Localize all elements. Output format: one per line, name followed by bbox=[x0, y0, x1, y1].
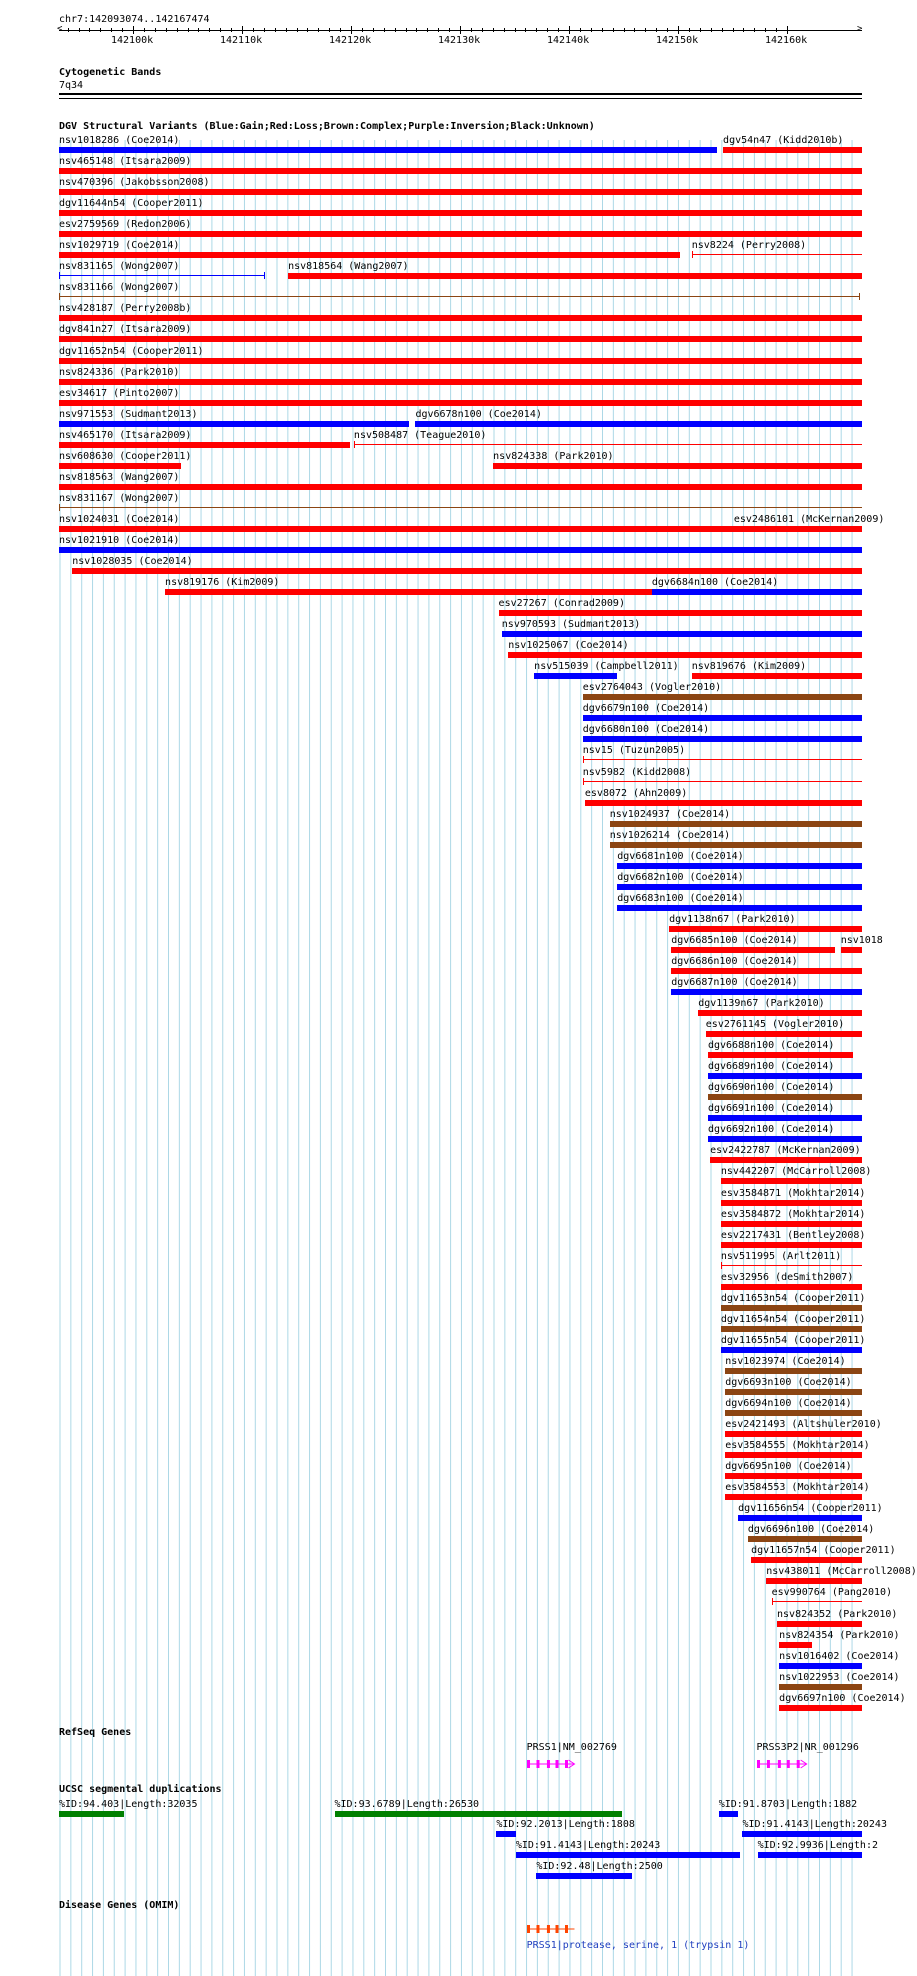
variant-bar[interactable] bbox=[721, 1347, 862, 1353]
ruler-minor-tick bbox=[471, 28, 472, 32]
variant-bar[interactable] bbox=[652, 589, 862, 595]
segdup-bar[interactable] bbox=[59, 1811, 124, 1817]
variant-label[interactable]: nsv1021910 (Coe2014) bbox=[59, 534, 180, 546]
variant-bar[interactable] bbox=[706, 1031, 862, 1037]
variant-label[interactable]: nsv511995 (Arlt2011) bbox=[720, 1250, 842, 1262]
variant-bar[interactable] bbox=[72, 568, 862, 574]
variant-label[interactable]: nsv15 (Tuzun2005) bbox=[582, 745, 686, 757]
ruler-minor-tick bbox=[602, 28, 603, 32]
variant-label[interactable]: nsv438011 (McCarroll2008) bbox=[766, 1566, 917, 1578]
segdup-label[interactable]: %ID:91.4143|Length:20243 bbox=[515, 1840, 661, 1851]
variant-bar[interactable] bbox=[671, 989, 862, 995]
ruler-minor-tick bbox=[111, 28, 112, 32]
variant-bar[interactable] bbox=[493, 463, 862, 469]
ruler-minor-tick bbox=[613, 28, 614, 32]
variant-bar[interactable] bbox=[708, 1073, 862, 1079]
variant-bar[interactable] bbox=[725, 1473, 862, 1479]
variant-label[interactable]: dgv11657n54 (Cooper2011) bbox=[751, 1545, 896, 1557]
ruler-minor-tick bbox=[525, 28, 526, 32]
variant-label[interactable]: nsv970593 (Sudmant2013) bbox=[501, 619, 641, 631]
variant-label[interactable]: dgv841n27 (Itsara2009) bbox=[59, 324, 192, 336]
variant-label[interactable]: nsv1023974 (Coe2014) bbox=[725, 1355, 846, 1367]
ruler-minor-tick bbox=[275, 28, 276, 32]
variant-label[interactable]: dgv6692n100 (Coe2014) bbox=[707, 1124, 835, 1136]
variant-label[interactable]: nsv1018 bbox=[840, 934, 883, 946]
variant-bar[interactable] bbox=[617, 863, 862, 869]
ruler-minor-tick bbox=[340, 28, 341, 32]
ruler-minor-tick bbox=[395, 28, 396, 32]
variant-label[interactable]: nsv1022953 (Coe2014) bbox=[779, 1671, 900, 1683]
variant-bar[interactable] bbox=[288, 273, 862, 279]
variant-bar[interactable] bbox=[508, 652, 862, 658]
ruler-arrow-right: > bbox=[857, 24, 863, 34]
variant-label[interactable]: nsv971553 (Sudmant2013) bbox=[59, 408, 198, 420]
variant-bar[interactable] bbox=[721, 1305, 862, 1311]
variant-bar[interactable] bbox=[721, 1326, 862, 1332]
variant-label[interactable]: nsv818563 (Wang2007) bbox=[59, 471, 180, 483]
variant-bar[interactable] bbox=[721, 1178, 862, 1184]
variant-label[interactable]: dgv6687n100 (Coe2014) bbox=[671, 977, 798, 988]
ruler-minor-tick bbox=[231, 28, 232, 32]
segdup-bar[interactable] bbox=[536, 1873, 632, 1879]
ruler-tick bbox=[460, 26, 461, 34]
variant-label[interactable]: esv2422787 (McKernan2009) bbox=[710, 1145, 861, 1157]
variant-bar[interactable] bbox=[671, 947, 835, 953]
variant-bar[interactable] bbox=[692, 254, 862, 255]
variant-label[interactable]: dgv54n47 (Kidd2010b) bbox=[723, 135, 844, 146]
variant-bar[interactable] bbox=[738, 1515, 862, 1521]
variant-label[interactable]: dgv1139n67 (Park2010) bbox=[698, 998, 825, 1010]
variant-label[interactable]: esv3584553 (Mokhtar2014) bbox=[725, 1482, 870, 1494]
ruler-minor-tick bbox=[68, 28, 69, 32]
ruler-minor-tick bbox=[689, 28, 690, 32]
variant-bar[interactable] bbox=[59, 336, 862, 342]
variant-bar[interactable] bbox=[698, 1010, 862, 1016]
variant-bar[interactable] bbox=[725, 1389, 862, 1395]
variant-label[interactable]: nsv819176 (Kim2009) bbox=[165, 577, 280, 589]
segdup-bar[interactable] bbox=[335, 1811, 622, 1817]
variant-bar[interactable] bbox=[721, 1221, 862, 1227]
variant-bar[interactable] bbox=[692, 673, 862, 679]
variant-bar[interactable] bbox=[59, 231, 862, 237]
ruler-minor-tick bbox=[504, 28, 505, 32]
variant-label[interactable]: dgv6685n100 (Coe2014) bbox=[671, 934, 798, 946]
variant-label[interactable]: nsv831166 (Wong2007) bbox=[59, 282, 180, 294]
ruler-tick-label: 142100k bbox=[111, 35, 154, 46]
variant-end-tick bbox=[264, 272, 265, 279]
gene-structure[interactable] bbox=[527, 1755, 574, 1767]
ruler-minor-tick bbox=[166, 28, 167, 32]
variant-bar[interactable] bbox=[725, 1410, 862, 1416]
variant-label[interactable]: dgv11653n54 (Cooper2011) bbox=[720, 1292, 866, 1304]
segdup-label[interactable]: %ID:93.6789|Length:26530 bbox=[334, 1799, 479, 1810]
variant-label[interactable]: nsv608630 (Cooper2011) bbox=[59, 450, 192, 462]
ruler-minor-tick bbox=[743, 28, 744, 32]
variant-bar[interactable] bbox=[779, 1705, 862, 1711]
variant-bar[interactable] bbox=[725, 1494, 862, 1500]
ruler-minor-tick bbox=[482, 28, 483, 32]
variant-bar[interactable] bbox=[59, 189, 862, 195]
variant-end-tick bbox=[59, 504, 60, 511]
variant-label[interactable]: esv32956 (deSmith2007) bbox=[720, 1271, 854, 1283]
variant-label[interactable]: nsv5982 (Kidd2008) bbox=[582, 766, 692, 778]
ruler-minor-tick bbox=[493, 28, 494, 32]
variant-bar[interactable] bbox=[671, 968, 862, 974]
ruler-minor-tick bbox=[547, 28, 548, 32]
variant-label[interactable]: esv2761145 (Vogler2010) bbox=[705, 1019, 845, 1031]
variant-bar[interactable] bbox=[617, 905, 862, 911]
variant-label[interactable]: nsv824338 (Park2010) bbox=[493, 450, 614, 462]
variant-label[interactable]: dgv6684n100 (Coe2014) bbox=[651, 577, 779, 589]
variant-bar[interactable] bbox=[59, 421, 409, 427]
ruler-minor-tick bbox=[297, 28, 298, 32]
variant-label[interactable]: esv27267 (Conrad2009) bbox=[498, 598, 625, 610]
variant-bar[interactable] bbox=[734, 526, 862, 532]
omim-gene-structure[interactable] bbox=[527, 1920, 574, 1932]
variant-bar[interactable] bbox=[766, 1578, 862, 1584]
ruler-minor-tick bbox=[624, 28, 625, 32]
variant-bar[interactable] bbox=[751, 1557, 862, 1563]
variant-bar[interactable] bbox=[748, 1536, 862, 1542]
variant-label[interactable]: nsv428187 (Perry2008b) bbox=[59, 303, 192, 315]
segdup-bar[interactable] bbox=[516, 1852, 740, 1858]
variant-label[interactable]: nsv508487 (Teague2010) bbox=[353, 429, 487, 441]
variant-end-tick bbox=[59, 272, 60, 279]
variant-bar[interactable] bbox=[59, 507, 862, 508]
variant-label[interactable]: dgv6697n100 (Coe2014) bbox=[779, 1692, 906, 1704]
variant-label[interactable]: dgv1138n67 (Park2010) bbox=[669, 913, 796, 925]
dgv-title: DGV Structural Variants (Blue:Gain;Red:Loss;Brown:Complex;Purple:Inversion;Black:Unknown) bbox=[59, 121, 595, 132]
gene-structure[interactable] bbox=[757, 1755, 807, 1767]
ruler-minor-tick bbox=[416, 28, 417, 32]
variant-bar[interactable] bbox=[721, 1284, 862, 1290]
ruler-minor-tick bbox=[329, 28, 330, 32]
ruler-tick-label: 142130k bbox=[438, 35, 481, 46]
variant-label[interactable]: esv34617 (Pinto2007) bbox=[59, 387, 180, 399]
variant-bar[interactable] bbox=[59, 296, 860, 297]
variant-bar[interactable] bbox=[708, 1115, 862, 1121]
ruler-minor-tick bbox=[144, 28, 145, 32]
ruler-minor-tick bbox=[580, 28, 581, 32]
variant-label[interactable]: dgv11654n54 (Cooper2011) bbox=[720, 1313, 866, 1325]
ruler-minor-tick bbox=[667, 28, 668, 32]
ruler-minor-tick bbox=[198, 28, 199, 32]
ruler-minor-tick bbox=[188, 28, 189, 32]
variant-label[interactable]: esv3584871 (Mokhtar2014) bbox=[720, 1187, 866, 1199]
variant-label[interactable]: nsv818564 (Wang2007) bbox=[288, 261, 409, 273]
ruler-minor-tick bbox=[438, 28, 439, 32]
ruler-minor-tick bbox=[122, 28, 123, 32]
ruler-tick bbox=[787, 26, 788, 34]
variant-end-tick bbox=[583, 778, 584, 785]
variant-bar[interactable] bbox=[59, 463, 181, 469]
omim-title: Disease Genes (OMIM) bbox=[59, 1900, 180, 1911]
variant-bar[interactable] bbox=[59, 168, 862, 174]
variant-label[interactable]: dgv6688n100 (Coe2014) bbox=[707, 1040, 835, 1052]
ruler-arrow-left: < bbox=[57, 24, 63, 34]
ruler-tick bbox=[678, 26, 679, 34]
variant-label[interactable]: dgv11644n54 (Cooper2011) bbox=[59, 198, 204, 210]
variant-bar[interactable] bbox=[59, 315, 862, 321]
variant-label[interactable]: dgv6691n100 (Coe2014) bbox=[707, 1103, 835, 1115]
ruler-minor-tick bbox=[700, 28, 701, 32]
ruler-minor-tick bbox=[515, 28, 516, 32]
variant-bar[interactable] bbox=[841, 947, 862, 953]
ruler-minor-tick bbox=[711, 28, 712, 32]
segdup-label[interactable]: %ID:91.4143|Length:20243 bbox=[742, 1819, 887, 1830]
variant-label[interactable]: esv8072 (Ahn2009) bbox=[584, 787, 688, 799]
ruler-minor-tick bbox=[209, 28, 210, 32]
variant-bar[interactable] bbox=[59, 442, 350, 448]
variant-bar[interactable] bbox=[59, 526, 734, 532]
ruler-tick bbox=[133, 26, 134, 34]
variant-bar[interactable] bbox=[725, 1368, 862, 1374]
variant-bar[interactable] bbox=[710, 1157, 862, 1163]
gene-label[interactable]: PRSS3P2|NR_001296 bbox=[756, 1742, 859, 1753]
ruler-minor-tick bbox=[362, 28, 363, 32]
variant-bar[interactable] bbox=[499, 610, 862, 616]
cyto-band: 7q34 bbox=[59, 80, 84, 91]
omim-gene-label[interactable]: PRSS1|protease, serine, 1 (trypsin 1) bbox=[526, 1940, 750, 1951]
variant-bar[interactable] bbox=[59, 147, 717, 153]
ruler-minor-tick bbox=[733, 28, 734, 32]
variant-bar[interactable] bbox=[502, 631, 862, 637]
variant-label[interactable]: dgv6683n100 (Coe2014) bbox=[617, 892, 744, 904]
variant-label[interactable]: nsv831167 (Wong2007) bbox=[59, 492, 180, 504]
variant-label[interactable]: dgv11652n54 (Cooper2011) bbox=[59, 345, 204, 357]
variant-bar[interactable] bbox=[583, 781, 862, 782]
segdup-label[interactable]: %ID:92.48|Length:2500 bbox=[536, 1861, 663, 1872]
variant-label[interactable]: nsv1016402 (Coe2014) bbox=[779, 1650, 900, 1662]
variant-bar[interactable] bbox=[708, 1052, 853, 1058]
variant-label[interactable]: dgv6681n100 (Coe2014) bbox=[617, 850, 744, 862]
variant-bar[interactable] bbox=[59, 358, 862, 364]
variant-label[interactable]: nsv1018286 (Coe2014) bbox=[59, 135, 180, 146]
variant-bar[interactable] bbox=[721, 1242, 862, 1248]
ruler-minor-tick bbox=[427, 28, 428, 32]
ruler-tick bbox=[569, 26, 570, 34]
variant-label[interactable]: nsv470396 (Jakobsson2008) bbox=[59, 177, 210, 189]
variant-end-tick bbox=[354, 441, 355, 448]
ruler-tick bbox=[242, 26, 243, 34]
ruler-tick-label: 142140k bbox=[547, 35, 590, 46]
variant-bar[interactable] bbox=[59, 400, 862, 406]
variant-label[interactable]: dgv6682n100 (Coe2014) bbox=[617, 871, 744, 883]
variant-bar[interactable] bbox=[708, 1094, 862, 1100]
variant-bar[interactable] bbox=[723, 147, 862, 153]
ruler-minor-tick bbox=[591, 28, 592, 32]
variant-bar[interactable] bbox=[610, 842, 862, 848]
variant-bar[interactable] bbox=[721, 1200, 862, 1206]
variant-end-tick bbox=[59, 293, 60, 300]
variant-label[interactable]: nsv824352 (Park2010) bbox=[777, 1608, 898, 1620]
variant-bar[interactable] bbox=[415, 421, 862, 427]
variant-bar[interactable] bbox=[583, 759, 862, 760]
variant-bar[interactable] bbox=[779, 1684, 862, 1690]
variant-label[interactable]: dgv11656n54 (Cooper2011) bbox=[738, 1503, 883, 1515]
variant-bar[interactable] bbox=[617, 884, 862, 890]
ruler-minor-tick bbox=[100, 28, 101, 32]
variant-bar[interactable] bbox=[59, 210, 862, 216]
ruler-tick bbox=[351, 26, 352, 34]
variant-bar[interactable] bbox=[610, 821, 862, 827]
cyto-line bbox=[59, 93, 862, 95]
variant-label[interactable]: esv990764 (Pang2010) bbox=[771, 1587, 893, 1599]
segdup-label[interactable]: %ID:94.403|Length:32035 bbox=[59, 1799, 198, 1810]
ruler-minor-tick bbox=[89, 28, 90, 32]
variant-bar[interactable] bbox=[59, 484, 862, 490]
variant-label[interactable]: dgv6686n100 (Coe2014) bbox=[671, 955, 798, 967]
variant-label[interactable]: nsv465170 (Itsara2009) bbox=[59, 429, 192, 441]
variant-label[interactable]: nsv824354 (Park2010) bbox=[779, 1629, 900, 1641]
variant-end-tick bbox=[692, 251, 693, 258]
ruler-minor-tick bbox=[776, 28, 777, 32]
variant-bar[interactable] bbox=[779, 1642, 811, 1648]
segdup-bar[interactable] bbox=[496, 1831, 515, 1837]
variant-label[interactable]: dgv6690n100 (Coe2014) bbox=[707, 1082, 835, 1094]
refseq-title: RefSeq Genes bbox=[59, 1727, 132, 1738]
variant-bar[interactable] bbox=[59, 252, 680, 258]
variant-bar[interactable] bbox=[583, 715, 862, 721]
segdup-bar[interactable] bbox=[719, 1811, 738, 1817]
ruler-minor-tick bbox=[79, 28, 80, 32]
ruler-minor-tick bbox=[645, 28, 646, 32]
variant-label[interactable]: nsv1025067 (Coe2014) bbox=[508, 640, 629, 652]
variant-label[interactable]: nsv819676 (Kim2009) bbox=[691, 661, 807, 673]
ruler-minor-tick bbox=[406, 28, 407, 32]
variant-bar[interactable] bbox=[779, 1663, 862, 1669]
variant-label[interactable]: dgv11655n54 (Cooper2011) bbox=[720, 1334, 866, 1346]
variant-bar[interactable] bbox=[725, 1452, 862, 1458]
variant-label[interactable]: esv2486101 (McKernan2009) bbox=[733, 513, 885, 525]
variant-bar[interactable] bbox=[534, 673, 617, 679]
ruler-minor-tick bbox=[384, 28, 385, 32]
ruler-minor-tick bbox=[754, 28, 755, 32]
variant-label[interactable]: esv3584555 (Mokhtar2014) bbox=[725, 1440, 870, 1452]
variant-label[interactable]: nsv1024031 (Coe2014) bbox=[59, 513, 180, 525]
variant-bar[interactable] bbox=[583, 736, 862, 742]
variant-bar[interactable] bbox=[708, 1136, 862, 1142]
variant-label[interactable]: dgv6678n100 (Coe2014) bbox=[415, 408, 542, 420]
variant-label[interactable]: nsv824336 (Park2010) bbox=[59, 366, 180, 378]
segdup-bar[interactable] bbox=[758, 1852, 862, 1858]
variant-label[interactable]: dgv6679n100 (Coe2014) bbox=[582, 703, 710, 715]
variant-bar[interactable] bbox=[59, 379, 862, 385]
ruler-tick-label: 142120k bbox=[329, 35, 372, 46]
ruler-position: chr7:142093074..142167474 bbox=[59, 14, 210, 25]
variant-label[interactable]: nsv1029719 (Coe2014) bbox=[59, 240, 180, 252]
segdup-bar[interactable] bbox=[742, 1831, 862, 1837]
variant-label[interactable]: dgv6696n100 (Coe2014) bbox=[747, 1524, 875, 1536]
cyto-title: Cytogenetic Bands bbox=[59, 67, 162, 78]
variant-label[interactable]: dgv6694n100 (Coe2014) bbox=[725, 1398, 852, 1409]
variant-label[interactable]: dgv6695n100 (Coe2014) bbox=[725, 1461, 852, 1473]
variant-label[interactable]: dgv6693n100 (Coe2014) bbox=[725, 1376, 852, 1388]
variant-label[interactable]: nsv1024937 (Coe2014) bbox=[609, 808, 731, 820]
ruler-minor-tick bbox=[449, 28, 450, 32]
ruler-minor-tick bbox=[264, 28, 265, 32]
ruler-minor-tick bbox=[373, 28, 374, 32]
ruler-minor-tick bbox=[155, 28, 156, 32]
variant-label[interactable]: esv2421493 (Altshuler2010) bbox=[725, 1419, 882, 1431]
variant-label[interactable]: nsv8224 (Perry2008) bbox=[691, 240, 807, 252]
ruler-minor-tick bbox=[765, 28, 766, 32]
ruler-minor-tick bbox=[253, 28, 254, 32]
ruler-minor-tick bbox=[634, 28, 635, 32]
variant-bar[interactable] bbox=[59, 275, 265, 276]
variant-bar[interactable] bbox=[772, 1601, 862, 1602]
ruler-minor-tick bbox=[220, 28, 221, 32]
variant-label[interactable]: nsv515039 (Campbell2011) bbox=[534, 661, 679, 673]
variant-end-tick bbox=[721, 1262, 722, 1269]
variant-label[interactable]: nsv465148 (Itsara2009) bbox=[59, 156, 192, 168]
ruler-minor-tick bbox=[318, 28, 319, 32]
ruler-minor-tick bbox=[558, 28, 559, 32]
ruler-minor-tick bbox=[307, 28, 308, 32]
variant-bar[interactable] bbox=[354, 444, 862, 445]
variant-label[interactable]: nsv1026214 (Coe2014) bbox=[609, 829, 731, 841]
variant-bar[interactable] bbox=[669, 926, 862, 932]
variant-bar[interactable] bbox=[721, 1265, 862, 1266]
variant-label[interactable]: esv2764043 (Vogler2010) bbox=[582, 682, 722, 694]
segdup-title: UCSC segmental duplications bbox=[59, 1784, 222, 1795]
variant-label[interactable]: nsv1028035 (Coe2014) bbox=[72, 556, 193, 567]
cyto-line-2 bbox=[59, 98, 862, 99]
ruler-tick-label: 142150k bbox=[656, 35, 699, 46]
variant-bar[interactable] bbox=[777, 1621, 862, 1627]
variant-label[interactable]: esv2759569 (Redon2006) bbox=[59, 219, 192, 231]
variant-bar[interactable] bbox=[59, 547, 862, 553]
ruler-tick-label: 142110k bbox=[220, 35, 263, 46]
variant-label[interactable]: dgv6689n100 (Coe2014) bbox=[707, 1061, 835, 1073]
variant-bar[interactable] bbox=[725, 1431, 862, 1437]
variant-end-tick bbox=[583, 756, 584, 763]
variant-end-tick bbox=[859, 293, 860, 300]
ruler-minor-tick bbox=[286, 28, 287, 32]
segdup-label[interactable]: %ID:91.8703|Length:1882 bbox=[718, 1799, 858, 1810]
variant-label[interactable]: dgv6680n100 (Coe2014) bbox=[582, 724, 710, 736]
ruler-minor-tick bbox=[177, 28, 178, 32]
variant-bar[interactable] bbox=[165, 589, 652, 595]
ruler-tick-label: 142160k bbox=[765, 35, 808, 46]
variant-label[interactable]: esv2217431 (Bentley2008) bbox=[720, 1229, 866, 1241]
variant-bar[interactable] bbox=[585, 800, 862, 806]
variant-bar[interactable] bbox=[583, 694, 862, 700]
variant-label[interactable]: esv3584872 (Mokhtar2014) bbox=[720, 1208, 866, 1220]
gene-label[interactable]: PRSS1|NM_002769 bbox=[526, 1742, 617, 1753]
ruler-minor-tick bbox=[656, 28, 657, 32]
ruler-minor-tick bbox=[536, 28, 537, 32]
ruler-minor-tick bbox=[722, 28, 723, 32]
segdup-label[interactable]: %ID:92.9936|Length:2 bbox=[757, 1840, 878, 1851]
variant-end-tick bbox=[772, 1598, 773, 1605]
variant-label[interactable]: nsv442207 (McCarroll2008) bbox=[720, 1166, 872, 1178]
segdup-label[interactable]: %ID:92.2013|Length:1808 bbox=[496, 1819, 635, 1830]
variant-label[interactable]: nsv831165 (Wong2007) bbox=[59, 261, 180, 273]
